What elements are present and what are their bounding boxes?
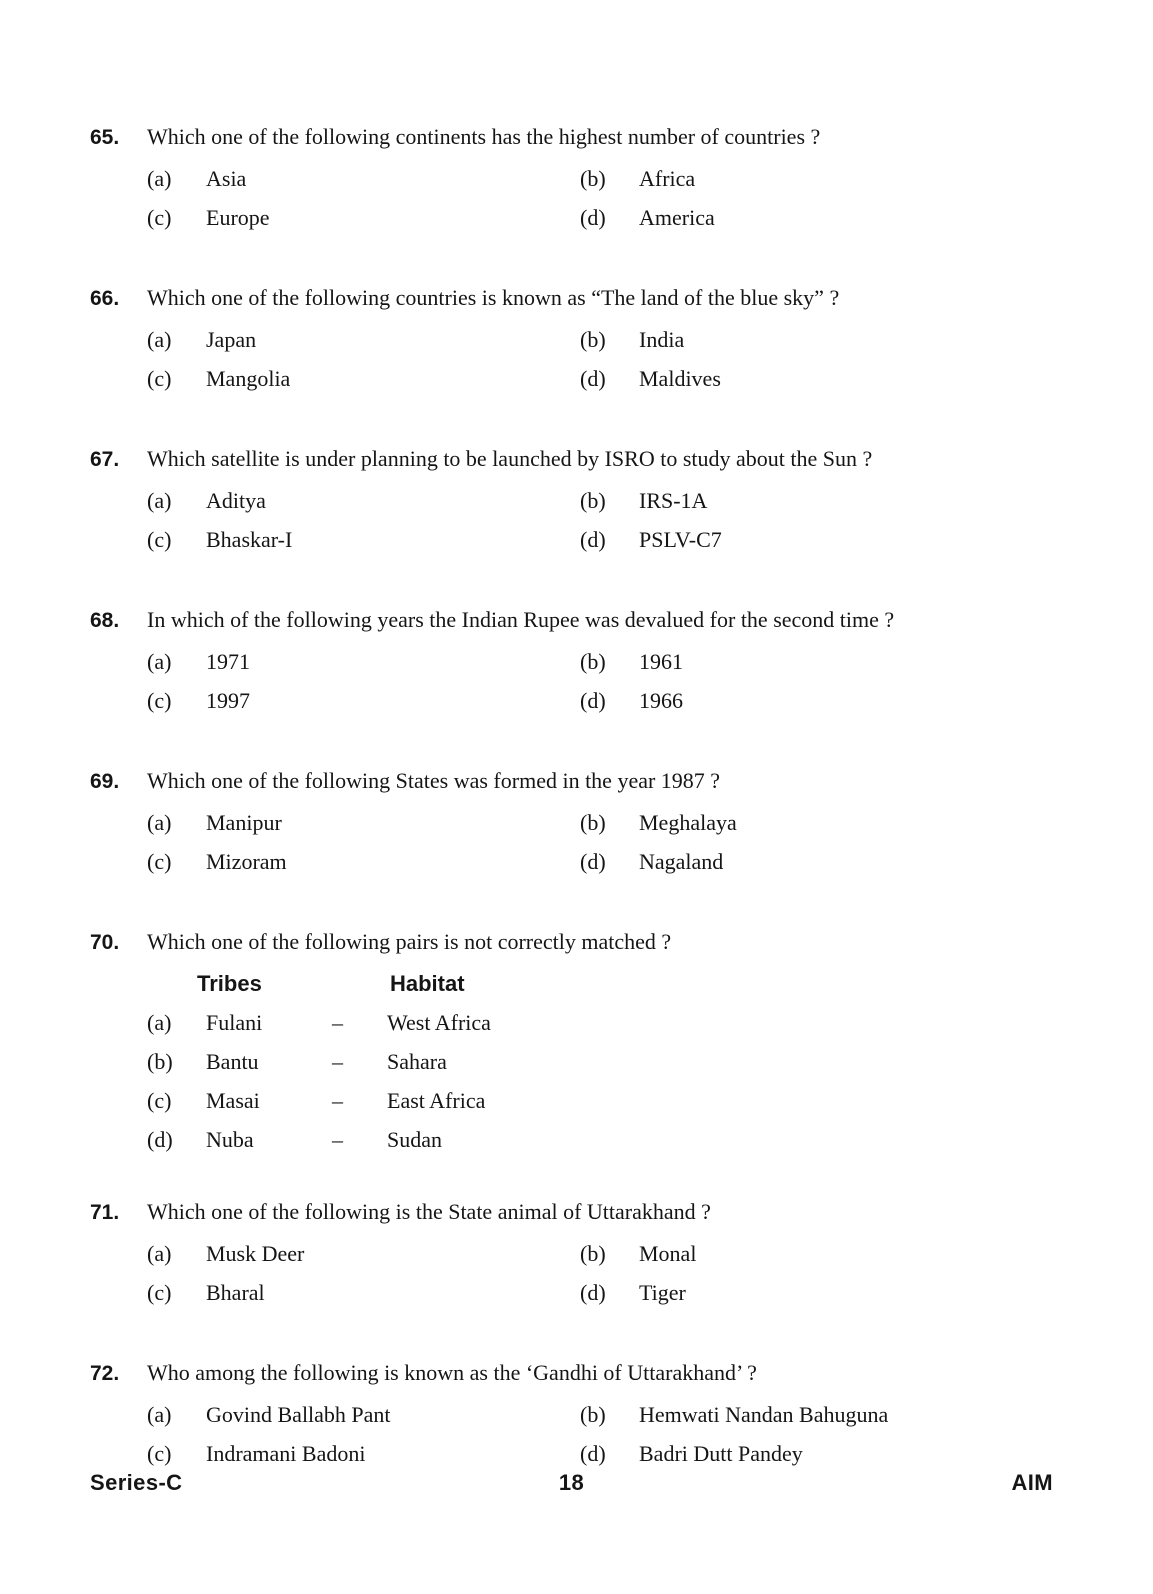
option-b	[580, 1395, 1093, 1434]
option-text: Mangolia	[206, 366, 291, 391]
question-text: Which satellite is under planning to be launched by ISRO to study about the Sun ?	[147, 446, 873, 471]
option-text: Musk Deer	[206, 1241, 305, 1266]
option-label: (c)	[147, 366, 172, 391]
option-text: PSLV-C7	[639, 527, 722, 552]
question-number: 65.	[90, 126, 120, 149]
question-72	[90, 1358, 1093, 1473]
option-label: (c)	[147, 527, 172, 552]
match-tribe: Nuba	[206, 1127, 254, 1152]
option-a	[147, 320, 580, 359]
question-69	[90, 766, 1093, 881]
options-grid	[147, 320, 1093, 398]
page-number: 18	[558, 1470, 585, 1495]
question-70	[90, 927, 1093, 1159]
option-label: (d)	[580, 1280, 606, 1305]
question-head	[90, 1358, 1093, 1389]
paper-code-label: AIM	[1011, 1470, 1053, 1495]
option-b	[580, 803, 1093, 842]
question-68	[90, 605, 1093, 720]
option-label: (a)	[147, 1402, 172, 1427]
option-label: (a)	[147, 327, 172, 352]
option-d	[580, 359, 1093, 398]
option-d	[580, 842, 1093, 881]
option-text: Europe	[206, 205, 270, 230]
option-text: Bhaskar-I	[206, 527, 293, 552]
question-head	[90, 927, 1093, 958]
option-label: (d)	[580, 688, 606, 713]
option-label: (b)	[580, 166, 606, 191]
question-text: In which of the following years the Indian Rupee was devalued for the second time ?	[147, 607, 895, 632]
match-row-b	[147, 1042, 1093, 1081]
question-text: Which one of the following countries is known as “The land of the blue sky” ?	[147, 285, 840, 310]
question-66	[90, 283, 1093, 398]
option-text: Mizoram	[206, 849, 287, 874]
option-label: (d)	[580, 366, 606, 391]
option-a	[147, 1234, 580, 1273]
option-text: Govind Ballabh Pant	[206, 1402, 391, 1427]
option-c	[147, 842, 580, 881]
match-row-c	[147, 1081, 1093, 1120]
option-d	[580, 198, 1093, 237]
option-b	[580, 159, 1093, 198]
option-b	[580, 642, 1093, 681]
option-text: Aditya	[206, 488, 266, 513]
match-tribe: Fulani	[206, 1010, 263, 1035]
option-label: (a)	[147, 649, 172, 674]
option-text: Badri Dutt Pandey	[639, 1441, 803, 1466]
question-number: 66.	[90, 287, 120, 310]
option-b	[580, 481, 1093, 520]
question-71	[90, 1197, 1093, 1312]
option-label: (b)	[580, 327, 606, 352]
match-row-a	[147, 1003, 1093, 1042]
option-label: (d)	[147, 1127, 173, 1152]
question-text: Who among the following is known as the ‘Gandhi of Uttarakhand’ ?	[147, 1360, 757, 1385]
options-grid	[147, 481, 1093, 559]
match-habitat: Sudan	[387, 1127, 442, 1152]
question-head	[90, 122, 1093, 153]
question-67	[90, 444, 1093, 559]
question-text: Which one of the following is the State animal of Uttarakhand ?	[147, 1199, 711, 1224]
option-text: 1966	[639, 688, 683, 713]
option-text: Maldives	[639, 366, 721, 391]
question-text: Which one of the following pairs is not correctly matched ?	[147, 929, 672, 954]
option-text: Indramani Badoni	[206, 1441, 366, 1466]
option-label: (c)	[147, 1280, 172, 1305]
option-c	[147, 520, 580, 559]
question-head	[90, 444, 1093, 475]
option-label: (b)	[580, 649, 606, 674]
option-c	[147, 1273, 580, 1312]
option-text: America	[639, 205, 715, 230]
option-a	[147, 159, 580, 198]
option-label: (b)	[147, 1049, 173, 1074]
match-column-header-habitat: Habitat	[390, 971, 465, 996]
option-text: Manipur	[206, 810, 282, 835]
option-text: Africa	[639, 166, 696, 191]
option-text: 1971	[206, 649, 250, 674]
option-d	[580, 681, 1093, 720]
option-label: (b)	[580, 810, 606, 835]
option-label: (a)	[147, 1241, 172, 1266]
option-text: Japan	[206, 327, 257, 352]
question-65	[90, 122, 1093, 237]
option-label: (a)	[147, 488, 172, 513]
option-b	[580, 1234, 1093, 1273]
match-habitat: West Africa	[387, 1010, 491, 1035]
match-dash: –	[332, 1088, 343, 1113]
option-c	[147, 1434, 580, 1473]
option-label: (d)	[580, 527, 606, 552]
match-tribe: Masai	[206, 1088, 260, 1113]
option-c	[147, 359, 580, 398]
options-grid	[147, 642, 1093, 720]
option-label: (c)	[147, 849, 172, 874]
question-text: Which one of the following continents has the highest number of countries ?	[147, 124, 821, 149]
question-number: 72.	[90, 1362, 120, 1385]
option-a	[147, 481, 580, 520]
option-c	[147, 198, 580, 237]
option-label: (a)	[147, 1010, 172, 1035]
option-label: (d)	[580, 849, 606, 874]
option-text: Bharal	[206, 1280, 265, 1305]
match-dash: –	[332, 1049, 343, 1074]
option-label: (b)	[580, 1241, 606, 1266]
option-text: Asia	[206, 166, 247, 191]
series-label: Series-C	[90, 1470, 183, 1495]
match-habitat: East Africa	[387, 1088, 486, 1113]
question-head	[90, 1197, 1093, 1228]
option-text: Hemwati Nandan Bahuguna	[639, 1402, 889, 1427]
question-head	[90, 766, 1093, 797]
option-text: Meghalaya	[639, 810, 737, 835]
match-tribe: Bantu	[206, 1049, 259, 1074]
option-a	[147, 642, 580, 681]
option-d	[580, 1434, 1093, 1473]
option-label: (c)	[147, 688, 172, 713]
options-grid	[147, 1395, 1093, 1473]
option-b	[580, 320, 1093, 359]
option-a	[147, 1395, 580, 1434]
option-label: (c)	[147, 1441, 172, 1466]
option-label: (b)	[580, 1402, 606, 1427]
options-grid	[147, 159, 1093, 237]
options-grid	[147, 803, 1093, 881]
question-number: 68.	[90, 609, 120, 632]
page-footer	[90, 1470, 1053, 1496]
option-a	[147, 803, 580, 842]
option-label: (a)	[147, 810, 172, 835]
match-dash: –	[332, 1127, 343, 1152]
option-text: 1997	[206, 688, 250, 713]
question-number: 67.	[90, 448, 120, 471]
question-number: 70.	[90, 931, 120, 954]
question-head	[90, 605, 1093, 636]
option-text: Nagaland	[639, 849, 724, 874]
option-text: India	[639, 327, 685, 352]
match-column-header-tribes: Tribes	[197, 971, 262, 996]
option-label: (c)	[147, 205, 172, 230]
match-row-d	[147, 1120, 1093, 1159]
match-table-headers	[147, 964, 1093, 1003]
match-dash: –	[332, 1010, 343, 1035]
option-d	[580, 520, 1093, 559]
question-head	[90, 283, 1093, 314]
option-text: 1961	[639, 649, 683, 674]
option-d	[580, 1273, 1093, 1312]
question-number: 71.	[90, 1201, 120, 1224]
option-text: IRS-1A	[639, 488, 708, 513]
match-habitat: Sahara	[387, 1049, 447, 1074]
question-number: 69.	[90, 770, 120, 793]
option-label: (b)	[580, 488, 606, 513]
option-c	[147, 681, 580, 720]
option-label: (c)	[147, 1088, 172, 1113]
option-label: (d)	[580, 205, 606, 230]
option-label: (d)	[580, 1441, 606, 1466]
question-text: Which one of the following States was formed in the year 1987 ?	[147, 768, 721, 793]
option-text: Monal	[639, 1241, 697, 1266]
option-label: (a)	[147, 166, 172, 191]
options-grid	[147, 1234, 1093, 1312]
option-text: Tiger	[639, 1280, 686, 1305]
